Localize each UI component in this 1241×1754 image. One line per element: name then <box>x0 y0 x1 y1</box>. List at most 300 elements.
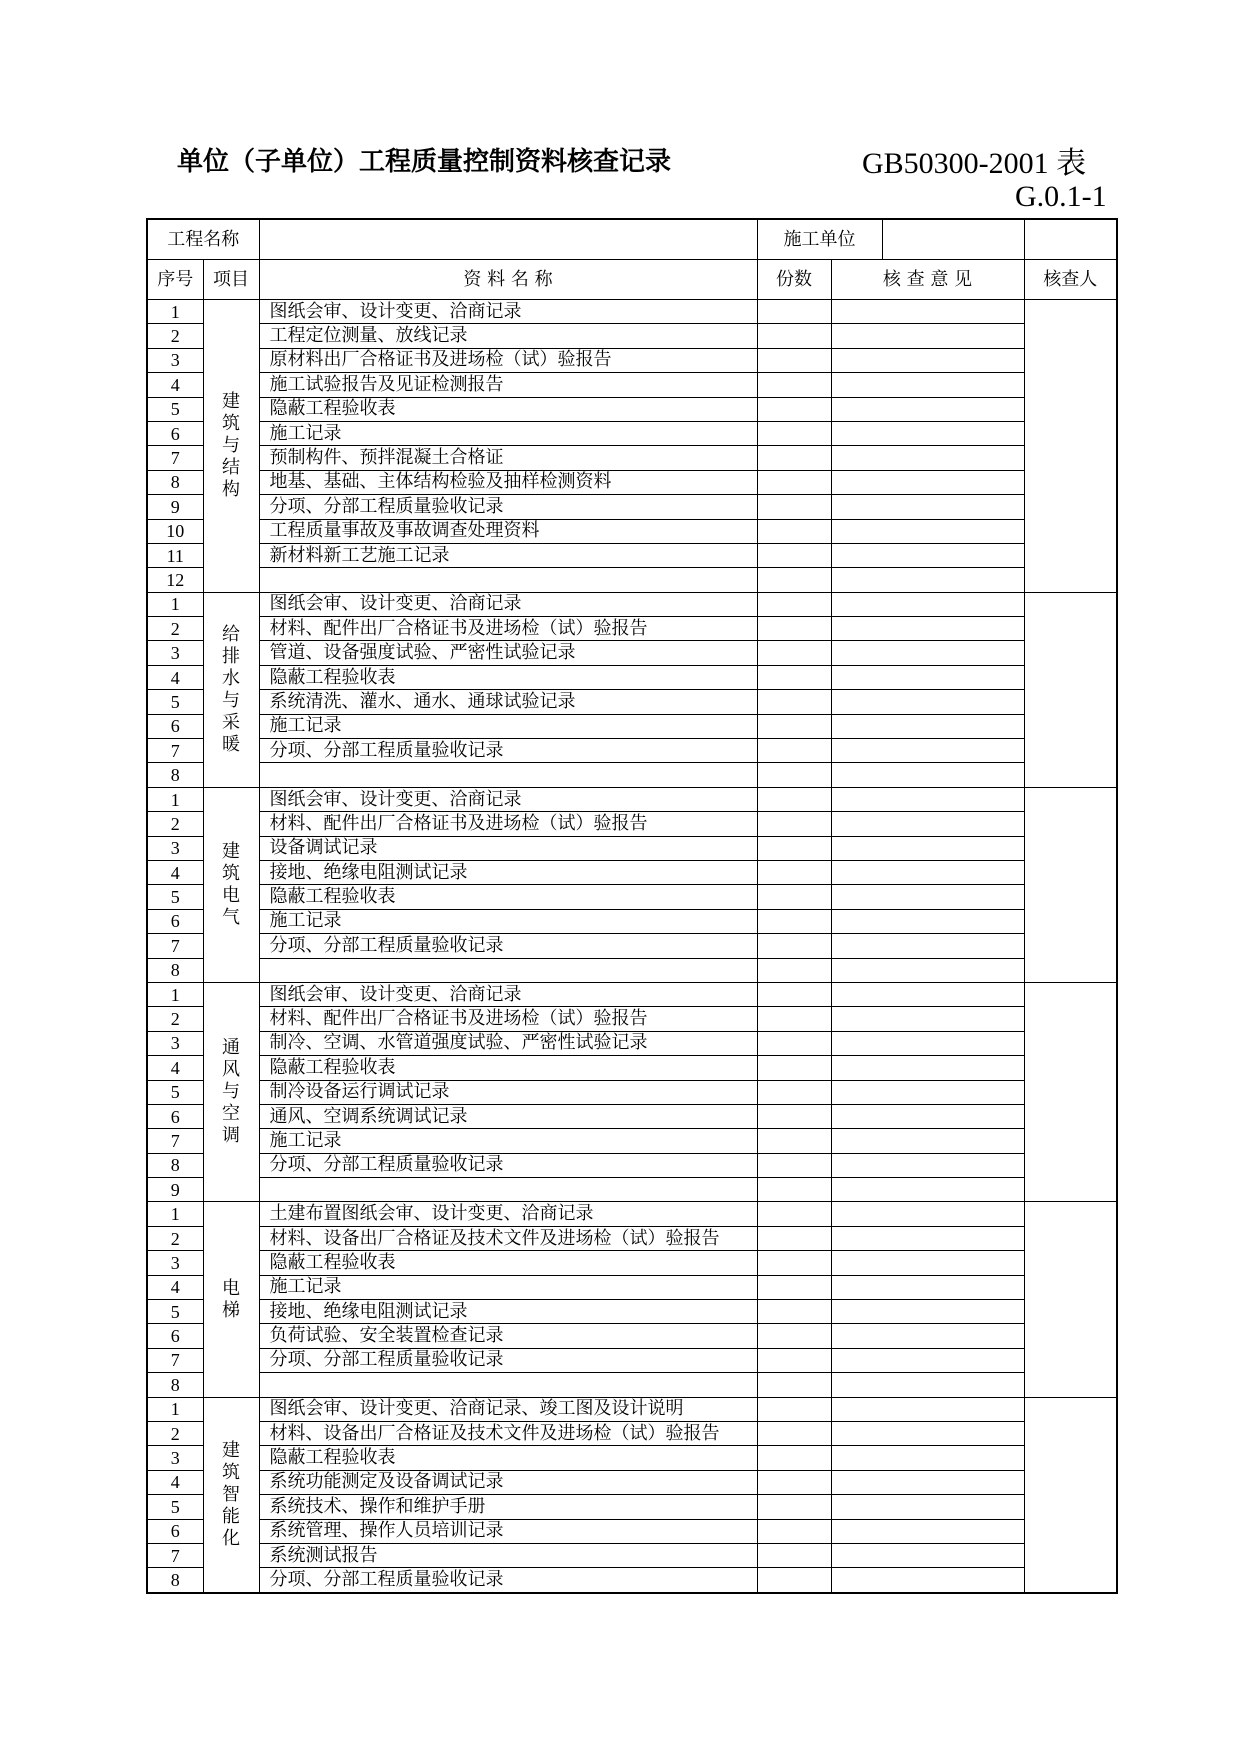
checker-cell[interactable] <box>1024 787 1117 982</box>
document-name: 施工记录 <box>259 714 757 738</box>
opinion-cell[interactable] <box>831 1348 1024 1372</box>
document-name <box>259 958 757 982</box>
copies-cell[interactable] <box>757 934 831 958</box>
row-seq: 8 <box>147 1568 203 1593</box>
document-name: 图纸会审、设计变更、洽商记录 <box>259 592 757 616</box>
opinion-cell[interactable] <box>831 641 1024 665</box>
opinion-cell[interactable] <box>831 1007 1024 1031</box>
document-name: 材料、配件出厂合格证书及进场检（试）验报告 <box>259 617 757 641</box>
group-name <box>203 1202 259 1397</box>
document-name: 系统技术、操作和维护手册 <box>259 1495 757 1519</box>
copies-cell[interactable] <box>757 397 831 421</box>
row-seq: 8 <box>147 1373 203 1397</box>
opinion-cell[interactable] <box>831 1129 1024 1153</box>
group-name-label: 建筑与结构 <box>222 390 240 500</box>
table-row <box>147 373 1117 397</box>
document-name: 材料、配件出厂合格证书及进场检（试）验报告 <box>259 1007 757 1031</box>
table-row <box>147 470 1117 494</box>
copies-cell[interactable] <box>757 1446 831 1470</box>
opinion-cell[interactable] <box>831 982 1024 1006</box>
table-row <box>147 495 1117 519</box>
document-name <box>259 1373 757 1397</box>
copies-cell[interactable] <box>757 1226 831 1250</box>
opinion-cell[interactable] <box>831 1373 1024 1397</box>
document-name: 施工试验报告及见证检测报告 <box>259 373 757 397</box>
row-seq: 3 <box>147 348 203 372</box>
group-name <box>203 300 259 593</box>
copies-cell[interactable] <box>757 836 831 860</box>
info-row <box>147 219 1117 260</box>
copies-cell[interactable] <box>757 446 831 470</box>
opinion-cell[interactable] <box>831 1056 1024 1080</box>
copies-cell[interactable] <box>757 860 831 884</box>
row-seq: 8 <box>147 470 203 494</box>
table-row <box>147 1226 1117 1250</box>
table-row <box>147 519 1117 543</box>
row-seq: 7 <box>147 446 203 470</box>
document-name: 新材料新工艺施工记录 <box>259 543 757 567</box>
table-row <box>147 617 1117 641</box>
form-code-suffix: G.0.1-1 <box>1015 180 1107 213</box>
table-row <box>147 1056 1117 1080</box>
checker-cell[interactable] <box>1024 1202 1117 1397</box>
table-row <box>147 1275 1117 1299</box>
table-row <box>147 714 1117 738</box>
table-row <box>147 812 1117 836</box>
opinion-cell[interactable] <box>831 1421 1024 1445</box>
opinion-cell[interactable] <box>831 1470 1024 1494</box>
document-name: 工程质量事故及事故调查处理资料 <box>259 519 757 543</box>
checker-cell[interactable] <box>1024 300 1117 593</box>
document-name: 原材料出厂合格证书及进场检（试）验报告 <box>259 348 757 372</box>
row-seq: 6 <box>147 1104 203 1128</box>
opinion-cell[interactable] <box>831 1519 1024 1543</box>
row-seq: 4 <box>147 373 203 397</box>
document-name: 施工记录 <box>259 421 757 445</box>
document-name: 系统功能测定及设备调试记录 <box>259 1470 757 1494</box>
document-name: 隐蔽工程验收表 <box>259 397 757 421</box>
project-name-field[interactable] <box>259 219 757 260</box>
table-row <box>147 982 1117 1006</box>
row-seq: 3 <box>147 641 203 665</box>
opinion-cell[interactable] <box>831 373 1024 397</box>
col-seq: 序号 <box>147 260 203 300</box>
table-row <box>147 1153 1117 1177</box>
row-seq: 2 <box>147 812 203 836</box>
opinion-cell[interactable] <box>831 1251 1024 1275</box>
copies-cell[interactable] <box>757 1178 831 1202</box>
document-name: 土建布置图纸会审、设计变更、洽商记录 <box>259 1202 757 1226</box>
copies-cell[interactable] <box>757 787 831 811</box>
table-row <box>147 1568 1117 1593</box>
group-name <box>203 787 259 982</box>
row-seq: 5 <box>147 690 203 714</box>
row-seq: 11 <box>147 543 203 567</box>
opinion-cell[interactable] <box>831 617 1024 641</box>
copies-cell[interactable] <box>757 1348 831 1372</box>
row-seq: 7 <box>147 1129 203 1153</box>
document-name: 设备调试记录 <box>259 836 757 860</box>
row-seq: 7 <box>147 1348 203 1372</box>
copies-cell[interactable] <box>757 495 831 519</box>
opinion-cell[interactable] <box>831 324 1024 348</box>
document-name: 分项、分部工程质量验收记录 <box>259 934 757 958</box>
table-row <box>147 1421 1117 1445</box>
group-name-label: 建筑电气 <box>222 840 240 928</box>
row-seq: 6 <box>147 421 203 445</box>
table-row <box>147 1397 1117 1421</box>
copies-cell[interactable] <box>757 1007 831 1031</box>
document-name: 通风、空调系统调试记录 <box>259 1104 757 1128</box>
col-checker: 核查人 <box>1024 260 1117 300</box>
copies-cell[interactable] <box>757 1300 831 1324</box>
opinion-cell[interactable] <box>831 1178 1024 1202</box>
copies-cell[interactable] <box>757 1324 831 1348</box>
project-name-label: 工程名称 <box>147 219 259 260</box>
copies-cell[interactable] <box>757 885 831 909</box>
copies-cell[interactable] <box>757 641 831 665</box>
row-seq: 4 <box>147 1275 203 1299</box>
opinion-cell[interactable] <box>831 568 1024 592</box>
copies-cell[interactable] <box>757 982 831 1006</box>
copies-cell[interactable] <box>757 1202 831 1226</box>
table-row <box>147 1470 1117 1494</box>
opinion-cell[interactable] <box>831 519 1024 543</box>
row-seq: 5 <box>147 1080 203 1104</box>
row-seq: 9 <box>147 1178 203 1202</box>
row-seq: 6 <box>147 714 203 738</box>
opinion-cell[interactable] <box>831 1104 1024 1128</box>
table-row <box>147 1519 1117 1543</box>
opinion-cell[interactable] <box>831 1031 1024 1055</box>
row-seq: 7 <box>147 1543 203 1567</box>
row-seq: 3 <box>147 1251 203 1275</box>
document-name: 系统清洗、灌水、通水、通球试验记录 <box>259 690 757 714</box>
table-row <box>147 934 1117 958</box>
document-name <box>259 568 757 592</box>
document-name: 图纸会审、设计变更、洽商记录 <box>259 982 757 1006</box>
group-name <box>203 1397 259 1593</box>
document-name: 预制构件、预拌混凝土合格证 <box>259 446 757 470</box>
document-name: 隐蔽工程验收表 <box>259 1251 757 1275</box>
copies-cell[interactable] <box>757 543 831 567</box>
opinion-cell[interactable] <box>831 1446 1024 1470</box>
row-seq: 5 <box>147 885 203 909</box>
document-name: 分项、分部工程质量验收记录 <box>259 1568 757 1593</box>
copies-cell[interactable] <box>757 739 831 763</box>
document-name: 材料、设备出厂合格证及技术文件及进场检（试）验报告 <box>259 1226 757 1250</box>
quality-control-table <box>146 218 1118 1594</box>
table-row <box>147 860 1117 884</box>
document-name: 接地、绝缘电阻测试记录 <box>259 1300 757 1324</box>
row-seq: 5 <box>147 1300 203 1324</box>
table-row <box>147 1251 1117 1275</box>
col-item: 项目 <box>203 260 259 300</box>
row-seq: 8 <box>147 763 203 787</box>
copies-cell[interactable] <box>757 1373 831 1397</box>
document-name: 隐蔽工程验收表 <box>259 1056 757 1080</box>
opinion-cell[interactable] <box>831 860 1024 884</box>
table-row <box>147 446 1117 470</box>
row-seq: 8 <box>147 958 203 982</box>
opinion-cell[interactable] <box>831 836 1024 860</box>
document-name: 系统测试报告 <box>259 1543 757 1567</box>
table-row <box>147 568 1117 592</box>
copies-cell[interactable] <box>757 348 831 372</box>
copies-cell[interactable] <box>757 1153 831 1177</box>
opinion-cell[interactable] <box>831 909 1024 933</box>
row-seq: 3 <box>147 1446 203 1470</box>
table-row <box>147 836 1117 860</box>
opinion-cell[interactable] <box>831 1495 1024 1519</box>
form-code: GB50300-2001 表 <box>862 147 1087 180</box>
page-title: 单位（子单位）工程质量控制资料核查记录 <box>177 147 672 177</box>
table-row <box>147 763 1117 787</box>
column-header-row <box>147 260 1117 300</box>
table-row <box>147 1300 1117 1324</box>
table-row <box>147 690 1117 714</box>
document-name: 分项、分部工程质量验收记录 <box>259 739 757 763</box>
row-seq: 3 <box>147 1031 203 1055</box>
checker-cell[interactable] <box>1024 592 1117 787</box>
row-seq: 8 <box>147 1153 203 1177</box>
opinion-cell[interactable] <box>831 763 1024 787</box>
opinion-cell[interactable] <box>831 300 1024 324</box>
opinion-cell[interactable] <box>831 446 1024 470</box>
opinion-cell[interactable] <box>831 470 1024 494</box>
table-row <box>147 421 1117 445</box>
row-seq: 1 <box>147 982 203 1006</box>
row-seq: 6 <box>147 1519 203 1543</box>
document-name: 地基、基础、主体结构检验及抽样检测资料 <box>259 470 757 494</box>
row-seq: 6 <box>147 909 203 933</box>
opinion-cell[interactable] <box>831 934 1024 958</box>
row-seq: 5 <box>147 1495 203 1519</box>
table-row <box>147 1129 1117 1153</box>
table-row <box>147 641 1117 665</box>
table-row <box>147 1348 1117 1372</box>
copies-cell[interactable] <box>757 1495 831 1519</box>
copies-cell[interactable] <box>757 373 831 397</box>
opinion-cell[interactable] <box>831 787 1024 811</box>
copies-cell[interactable] <box>757 617 831 641</box>
row-seq: 1 <box>147 1202 203 1226</box>
document-name: 隐蔽工程验收表 <box>259 1446 757 1470</box>
row-seq: 9 <box>147 495 203 519</box>
document-name: 负荷试验、安全装置检查记录 <box>259 1324 757 1348</box>
table-row <box>147 324 1117 348</box>
table-row <box>147 739 1117 763</box>
copies-cell[interactable] <box>757 1251 831 1275</box>
copies-cell[interactable] <box>757 1397 831 1421</box>
group-name <box>203 592 259 787</box>
col-doc-name: 资 料 名 称 <box>259 260 757 300</box>
row-seq: 4 <box>147 665 203 689</box>
row-seq: 1 <box>147 300 203 324</box>
opinion-cell[interactable] <box>831 1568 1024 1593</box>
opinion-cell[interactable] <box>831 495 1024 519</box>
document-name: 分项、分部工程质量验收记录 <box>259 1153 757 1177</box>
copies-cell[interactable] <box>757 1056 831 1080</box>
document-name: 施工记录 <box>259 1275 757 1299</box>
opinion-cell[interactable] <box>831 958 1024 982</box>
table-row <box>147 1080 1117 1104</box>
opinion-cell[interactable] <box>831 1300 1024 1324</box>
opinion-cell[interactable] <box>831 690 1024 714</box>
table-row <box>147 1007 1117 1031</box>
opinion-cell[interactable] <box>831 421 1024 445</box>
group-name-label: 电梯 <box>222 1277 240 1321</box>
document-name <box>259 763 757 787</box>
table-row <box>147 1178 1117 1202</box>
document-name: 材料、设备出厂合格证及技术文件及进场检（试）验报告 <box>259 1421 757 1445</box>
table-row <box>147 885 1117 909</box>
copies-cell[interactable] <box>757 714 831 738</box>
document-name: 施工记录 <box>259 1129 757 1153</box>
table-row <box>147 1104 1117 1128</box>
row-seq: 2 <box>147 1421 203 1445</box>
table-row <box>147 1202 1117 1226</box>
table-row <box>147 543 1117 567</box>
copies-cell[interactable] <box>757 1129 831 1153</box>
row-seq: 7 <box>147 739 203 763</box>
row-seq: 2 <box>147 324 203 348</box>
opinion-cell[interactable] <box>831 397 1024 421</box>
copies-cell[interactable] <box>757 592 831 616</box>
document-name: 隐蔽工程验收表 <box>259 885 757 909</box>
table-row <box>147 300 1117 324</box>
group-name-label: 建筑智能化 <box>222 1439 240 1549</box>
opinion-cell[interactable] <box>831 1153 1024 1177</box>
copies-cell[interactable] <box>757 1568 831 1593</box>
document-name: 分项、分部工程质量验收记录 <box>259 495 757 519</box>
table-row <box>147 1373 1117 1397</box>
opinion-cell[interactable] <box>831 1397 1024 1421</box>
document-name: 管道、设备强度试验、严密性试验记录 <box>259 641 757 665</box>
copies-cell[interactable] <box>757 1519 831 1543</box>
group-name-label: 给排水与采暖 <box>222 623 240 755</box>
row-seq: 4 <box>147 860 203 884</box>
document-name: 接地、绝缘电阻测试记录 <box>259 860 757 884</box>
opinion-cell[interactable] <box>831 885 1024 909</box>
copies-cell[interactable] <box>757 763 831 787</box>
document-name: 图纸会审、设计变更、洽商记录 <box>259 787 757 811</box>
copies-cell[interactable] <box>757 690 831 714</box>
copies-cell[interactable] <box>757 519 831 543</box>
opinion-cell[interactable] <box>831 1202 1024 1226</box>
document-name: 分项、分部工程质量验收记录 <box>259 1348 757 1372</box>
row-seq: 1 <box>147 592 203 616</box>
copies-cell[interactable] <box>757 568 831 592</box>
col-opinion: 核 查 意 见 <box>831 260 1024 300</box>
builder-field[interactable] <box>1024 219 1117 260</box>
row-seq: 10 <box>147 519 203 543</box>
builder-field-a[interactable] <box>883 220 1024 259</box>
row-seq: 2 <box>147 1007 203 1031</box>
opinion-cell[interactable] <box>831 665 1024 689</box>
row-seq: 7 <box>147 934 203 958</box>
table-row <box>147 348 1117 372</box>
row-seq: 2 <box>147 1226 203 1250</box>
table-row <box>147 1446 1117 1470</box>
table-row <box>147 665 1117 689</box>
copies-cell[interactable] <box>757 421 831 445</box>
document-name <box>259 1178 757 1202</box>
table-row <box>147 1324 1117 1348</box>
opinion-cell[interactable] <box>831 1543 1024 1567</box>
row-seq: 4 <box>147 1056 203 1080</box>
opinion-cell[interactable] <box>831 1324 1024 1348</box>
copies-cell[interactable] <box>757 1275 831 1299</box>
document-name: 图纸会审、设计变更、洽商记录 <box>259 300 757 324</box>
copies-cell[interactable] <box>757 909 831 933</box>
document-name: 隐蔽工程验收表 <box>259 665 757 689</box>
document-name: 系统管理、操作人员培训记录 <box>259 1519 757 1543</box>
row-seq: 6 <box>147 1324 203 1348</box>
copies-cell[interactable] <box>757 470 831 494</box>
copies-cell[interactable] <box>757 1104 831 1128</box>
opinion-cell[interactable] <box>831 592 1024 616</box>
row-seq: 2 <box>147 617 203 641</box>
row-seq: 5 <box>147 397 203 421</box>
copies-cell[interactable] <box>757 1080 831 1104</box>
group-name <box>203 982 259 1202</box>
row-seq: 3 <box>147 836 203 860</box>
opinion-cell[interactable] <box>831 812 1024 836</box>
table-row <box>147 592 1117 616</box>
document-name: 工程定位测量、放线记录 <box>259 324 757 348</box>
copies-cell[interactable] <box>757 665 831 689</box>
copies-cell[interactable] <box>757 324 831 348</box>
checker-cell[interactable] <box>1024 1397 1117 1593</box>
checker-cell[interactable] <box>1024 982 1117 1202</box>
copies-cell[interactable] <box>757 1470 831 1494</box>
document-name: 制冷设备运行调试记录 <box>259 1080 757 1104</box>
opinion-cell[interactable] <box>831 543 1024 567</box>
opinion-cell[interactable] <box>831 1226 1024 1250</box>
row-seq: 1 <box>147 1397 203 1421</box>
col-copies: 份数 <box>757 260 831 300</box>
opinion-cell[interactable] <box>831 1275 1024 1299</box>
table-row <box>147 1495 1117 1519</box>
copies-cell[interactable] <box>757 300 831 324</box>
opinion-cell[interactable] <box>831 739 1024 763</box>
table-row <box>147 397 1117 421</box>
copies-cell[interactable] <box>757 1031 831 1055</box>
document-name: 材料、配件出厂合格证书及进场检（试）验报告 <box>259 812 757 836</box>
row-seq: 1 <box>147 787 203 811</box>
table-row <box>147 1543 1117 1567</box>
copies-cell[interactable] <box>757 1421 831 1445</box>
group-name-label: 通风与空调 <box>222 1037 240 1147</box>
row-seq: 12 <box>147 568 203 592</box>
document-name: 施工记录 <box>259 909 757 933</box>
table-row <box>147 787 1117 811</box>
copies-cell[interactable] <box>757 958 831 982</box>
document-name: 制冷、空调、水管道强度试验、严密性试验记录 <box>259 1031 757 1055</box>
opinion-cell[interactable] <box>831 348 1024 372</box>
builder-label: 施工单位 <box>758 220 883 259</box>
row-seq: 4 <box>147 1470 203 1494</box>
document-name: 图纸会审、设计变更、洽商记录、竣工图及设计说明 <box>259 1397 757 1421</box>
copies-cell[interactable] <box>757 812 831 836</box>
opinion-cell[interactable] <box>831 714 1024 738</box>
table-row <box>147 909 1117 933</box>
opinion-cell[interactable] <box>831 1080 1024 1104</box>
copies-cell[interactable] <box>757 1543 831 1567</box>
table-row <box>147 1031 1117 1055</box>
table-row <box>147 958 1117 982</box>
